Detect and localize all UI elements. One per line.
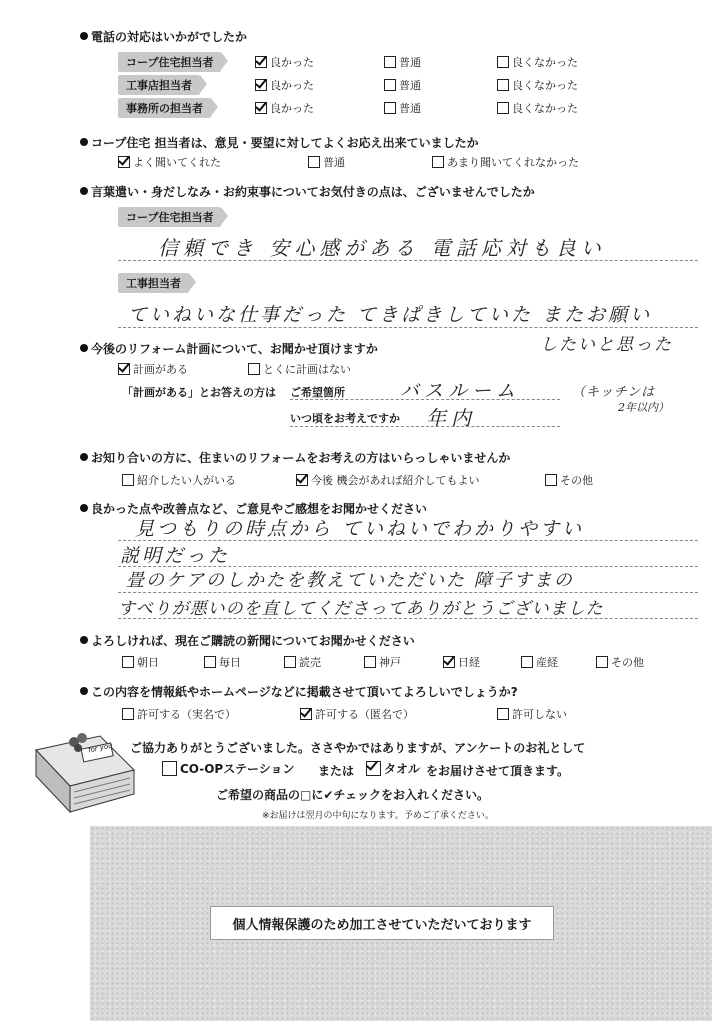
q4-opt1[interactable]: 計画がある (118, 361, 188, 377)
answer-line (118, 327, 698, 328)
q1-row1-normal[interactable]: 普通 (384, 54, 421, 70)
checkbox-icon[interactable] (497, 708, 509, 720)
q4-place-note-line2: 2年以内） (618, 401, 669, 414)
bullet-icon (80, 636, 88, 644)
answer-line (290, 426, 560, 427)
q5-opt2[interactable]: 今後 機会があれば紹介してもよい (296, 472, 480, 488)
checkbox-icon[interactable] (497, 102, 509, 114)
q4-place-answer: バスルーム (400, 380, 521, 402)
q1-row3-good[interactable]: 良かった (255, 100, 314, 116)
q1-row1-bad[interactable]: 良くなかった (497, 54, 578, 70)
q3-label1: コープ住宅担当者 (118, 207, 221, 227)
q8-opt2[interactable]: 許可する（匿名で） (300, 706, 414, 722)
q3-answer1: 信頼でき 安心感がある 電話応対も良い (158, 236, 606, 260)
q8-opt1[interactable]: 許可する（実名で） (122, 706, 236, 722)
checkbox-icon[interactable] (248, 363, 260, 375)
checkbox-icon[interactable] (122, 656, 134, 668)
q6-title: 良かった点や改善点など、ご意見やご感想をお聞かせください (80, 500, 427, 517)
checkbox-icon[interactable] (162, 761, 177, 776)
gift-book-illustration (30, 728, 138, 818)
bullet-icon (80, 138, 88, 146)
checkbox-icon[interactable] (384, 56, 396, 68)
q3-answer2-line2: したいと思った (540, 335, 673, 355)
checkbox-checked-icon[interactable] (366, 761, 381, 776)
checkbox-checked-icon[interactable] (255, 102, 267, 114)
checkbox-icon[interactable] (384, 79, 396, 91)
checkbox-icon[interactable] (545, 474, 557, 486)
bullet-icon (80, 504, 88, 512)
q4-opt2[interactable]: とくに計画はない (248, 361, 351, 377)
q7-opt-sankei[interactable]: 産経 (521, 654, 558, 670)
q1-title: 電話の対応はいかがでしたか (80, 28, 247, 45)
q2-opt2[interactable]: 普通 (308, 154, 345, 170)
checkbox-icon[interactable] (284, 656, 296, 668)
q1-row2-bad[interactable]: 良くなかった (497, 77, 578, 93)
q2-opt1[interactable]: よく聞いてくれた (118, 154, 221, 170)
q4-title: 今後のリフォーム計画について、お聞かせ頂けますか (80, 340, 378, 357)
gift-choice-coop[interactable]: CO-OPステーション (162, 760, 295, 777)
q5-title: お知り合いの方に、住まいのリフォームをお考えの方はいらっしゃいませんか (80, 449, 510, 466)
q1-row3-normal[interactable]: 普通 (384, 100, 421, 116)
bullet-icon (80, 687, 88, 695)
checkbox-checked-icon[interactable] (118, 156, 130, 168)
checkbox-icon[interactable] (204, 656, 216, 668)
gift-tag-text: for you (87, 741, 114, 755)
q4-place-label: ご希望箇所 (290, 386, 345, 399)
q5-opt3[interactable]: その他 (545, 472, 593, 488)
gift-line2-suffix: をお届けさせて頂きます。 (426, 764, 570, 778)
bullet-icon (80, 344, 88, 352)
q1-row1-good[interactable]: 良かった (255, 54, 314, 70)
q5-opt1[interactable]: 紹介したい人がいる (122, 472, 236, 488)
q3-answer2-line1: ていねいな仕事だった てきぱきしていた またお願い (128, 304, 653, 326)
checkbox-icon[interactable] (364, 656, 376, 668)
q8-opt3[interactable]: 許可しない (497, 706, 567, 722)
checkbox-checked-icon[interactable] (255, 56, 267, 68)
gift-or-text: または (318, 764, 355, 778)
q7-opt-nikkei[interactable]: 日経 (443, 654, 480, 670)
q2-title: コープ住宅 担当者は、意見・要望に対してよくお応え出来ていましたか (80, 134, 479, 151)
checkbox-icon[interactable] (122, 708, 134, 720)
checkbox-icon[interactable] (497, 79, 509, 91)
checkbox-checked-icon[interactable] (255, 79, 267, 91)
q1-row3-label: 事務所の担当者 (118, 98, 211, 118)
bullet-icon (80, 453, 88, 461)
checkbox-icon[interactable] (596, 656, 608, 668)
q8-title: この内容を情報紙やホームページなどに掲載させて頂いてよろしいでしょうか? (80, 683, 518, 700)
checkbox-checked-icon[interactable] (300, 708, 312, 720)
checkbox-icon[interactable] (308, 156, 320, 168)
gift-note: ※お届けは翌月の中旬になります。予めご了承ください。 (262, 811, 494, 821)
q4-place-note-line1: （キッチンは (572, 385, 656, 400)
privacy-notice: 個人情報保護のため加工させていただいております (210, 906, 554, 940)
checkbox-icon[interactable] (521, 656, 533, 668)
q7-opt-other[interactable]: その他 (596, 654, 644, 670)
q6-line3: 畳のケアのしかたを教えていただいた 障子すまの (126, 570, 574, 591)
gift-book-icon (30, 728, 138, 818)
gift-choice-towel[interactable]: タオル (366, 760, 420, 777)
bullet-icon (80, 187, 88, 195)
checkbox-icon[interactable] (122, 474, 134, 486)
q7-opt-kobe[interactable]: 神戸 (364, 654, 401, 670)
checkbox-checked-icon[interactable] (118, 363, 130, 375)
checkbox-icon[interactable] (432, 156, 444, 168)
q1-row1-label: コープ住宅担当者 (118, 52, 221, 72)
q1-row3-bad[interactable]: 良くなかった (497, 100, 578, 116)
q7-opt-asahi[interactable]: 朝日 (122, 654, 159, 670)
q7-title: よろしければ、現在ご購読の新聞についてお聞かせください (80, 632, 415, 649)
answer-line (290, 399, 560, 400)
q4-sub-label: 「計画がある」とお答えの方は (122, 386, 276, 399)
q1-row2-label: 工事店担当者 (118, 75, 200, 95)
q1-row2-normal[interactable]: 普通 (384, 77, 421, 93)
checkbox-checked-icon[interactable] (443, 656, 455, 668)
bullet-icon (80, 32, 88, 40)
gift-line3: ご希望の商品の□に✔チェックをお入れください。 (216, 788, 490, 802)
q6-line2: 説明だった (120, 545, 231, 567)
checkbox-icon[interactable] (384, 102, 396, 114)
q7-opt-yomiuri[interactable]: 読売 (284, 654, 321, 670)
answer-line (118, 592, 698, 593)
checkbox-icon[interactable] (497, 56, 509, 68)
q4-when-label: いつ頃をお考えですか (290, 412, 400, 425)
q3-label2: 工事担当者 (118, 273, 189, 293)
q6-line1: 見つもりの時点から ていねいでわかりやすい (135, 518, 585, 540)
q7-opt-mainichi[interactable]: 毎日 (204, 654, 241, 670)
answer-line (118, 260, 698, 261)
q3-title: 言葉遣い・身だしなみ・お約束事についてお気付きの点は、ございませんでしたか (80, 183, 535, 200)
answer-line (118, 618, 698, 619)
q2-opt3[interactable]: あまり聞いてくれなかった (432, 154, 579, 170)
checkbox-checked-icon[interactable] (296, 474, 308, 486)
q4-when-answer: 年内 (426, 406, 476, 430)
q6-line4: すべりが悪いのを直してくださってありがとうございました (118, 599, 604, 619)
q1-row2-good[interactable]: 良かった (255, 77, 314, 93)
gift-line1: ご協力ありがとうございました。ささやかではありますが、アンケートのお礼として (130, 741, 586, 755)
